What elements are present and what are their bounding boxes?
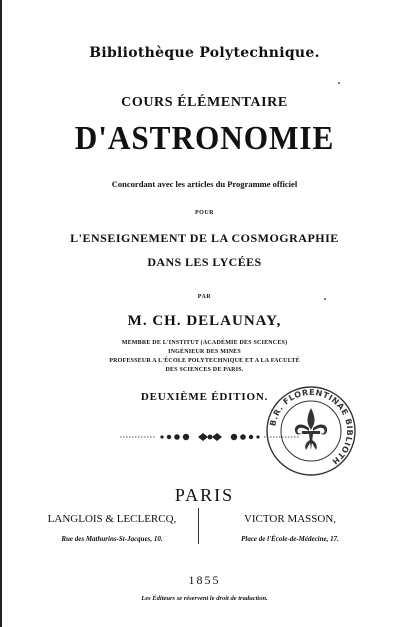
edition-line: DEUXIÈME ÉDITION.: [140, 391, 269, 403]
series-title: Bibliothèque Polytechnique.: [89, 45, 320, 61]
stamp-text: B.R. FLORENTINAE BIBLIOTH: [268, 387, 355, 467]
publisher-name: VICTOR MASSON,: [243, 513, 337, 525]
credential-line: DES SCIENCES DE PARIS.: [165, 367, 244, 373]
credential-line: MEMBRE DE L'INSTITUT (ACADÉMIE DES SCIENCES): [121, 340, 288, 346]
credential-line: PROFESSEUR A L'ÉCOLE POLYTECHNIQUE ET A LA FACULTÉ: [109, 358, 300, 364]
fleur-de-lis-icon: [295, 408, 327, 450]
subtitle-top: COURS ÉLÉMENTAIRE: [121, 95, 288, 110]
enseignement-line: L'ENSEIGNEMENT DE LA COSMOGRAPHIE: [70, 231, 339, 245]
rights-notice: Les Éditeurs se réservent le droit de traduction.: [141, 595, 268, 602]
publisher-left: [32, 514, 192, 543]
publisher-name: LANGLOIS & LECLERCQ,: [47, 513, 177, 525]
pour-line: POUR: [195, 210, 214, 216]
publisher-right: [210, 514, 370, 543]
publisher-address: Place de l'École-de-Médecine, 17.: [241, 535, 339, 543]
credential-line: INGÉNIEUR DES MINES: [168, 349, 241, 355]
publisher-address: Rue des Mathurins-St-Jacques, 10.: [61, 535, 163, 543]
print-speck: [324, 298, 326, 300]
main-title: D'ASTRONOMIE: [74, 120, 335, 157]
par-line: PAR: [197, 294, 212, 300]
print-speck: [338, 82, 340, 84]
publication-city: PARIS: [174, 485, 235, 505]
publisher-divider: [198, 508, 199, 544]
author-name: M. CH. DELAUNAY,: [127, 313, 282, 329]
concordance-line: Concordant avec les articles du Programme officiel: [111, 179, 298, 189]
publication-year: 1855: [188, 573, 221, 587]
lycees-line: DANS LES LYCÉES: [147, 255, 262, 269]
library-stamp: [264, 384, 358, 478]
